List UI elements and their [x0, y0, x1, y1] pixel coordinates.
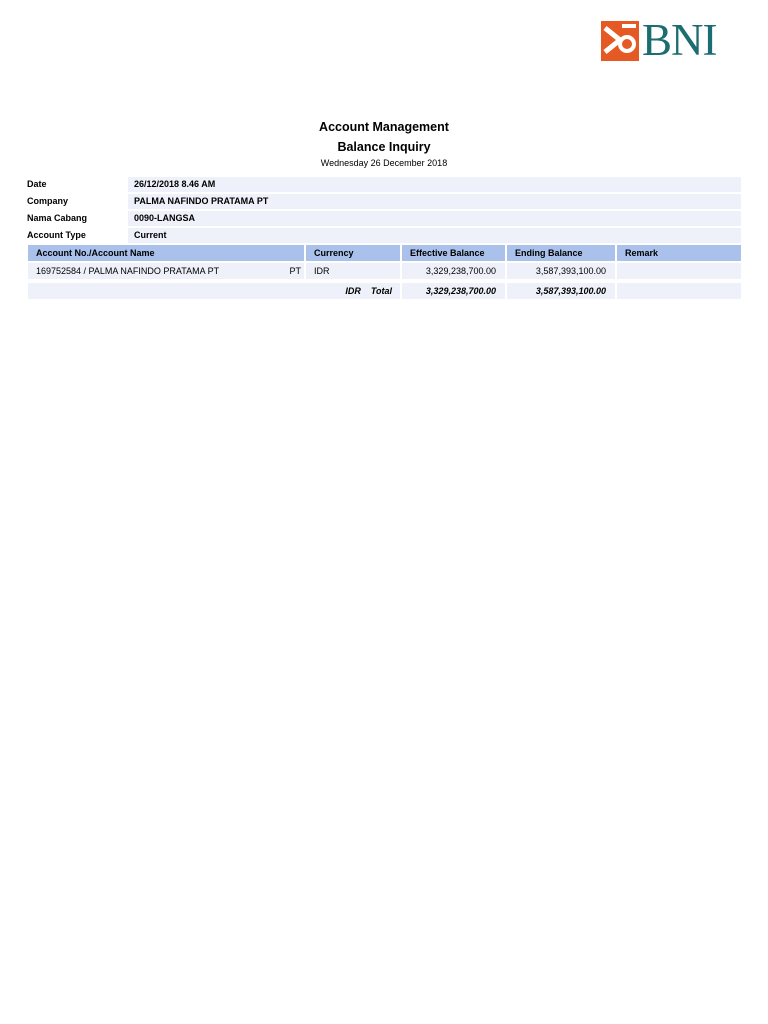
remark-cell: [617, 263, 741, 279]
total-row: [28, 283, 741, 299]
column-header-effective-balance: Effective Balance: [402, 245, 505, 261]
bni-logo-icon: [600, 20, 640, 62]
total-effective-balance: 3,329,238,700.00: [402, 283, 505, 299]
account-cell: [28, 263, 304, 279]
info-value: Current: [128, 228, 741, 243]
info-row-branch: [27, 210, 741, 227]
total-remark-cell: [617, 283, 741, 299]
total-label-cell: [28, 283, 400, 299]
info-label: Company: [27, 196, 69, 206]
page-subtitle: Balance Inquiry: [337, 140, 431, 154]
info-label: Nama Cabang: [27, 213, 88, 223]
page-title: Account Management: [319, 120, 449, 134]
info-label: Account Type: [27, 230, 86, 240]
effective-balance-cell: 3,329,238,700.00: [402, 263, 505, 279]
bni-logo-text: BNI: [642, 15, 717, 65]
ending-balance-cell: 3,587,393,100.00: [507, 263, 615, 279]
account-name: 169752584 / PALMA NAFINDO PRATAMA PT: [36, 266, 220, 276]
account-suffix: PT: [289, 266, 301, 276]
info-value: 0090-LANGSA: [128, 211, 741, 226]
bni-logo: [600, 15, 740, 65]
info-label: Date: [27, 179, 47, 189]
report-date: Wednesday 26 December 2018: [320, 158, 448, 168]
currency-cell: IDR: [306, 263, 400, 279]
table-header: [28, 245, 741, 261]
column-header-account: Account No./Account Name: [28, 245, 304, 261]
column-header-currency: Currency: [306, 245, 400, 261]
total-ending-balance: 3,587,393,100.00: [507, 283, 615, 299]
report-titles: [0, 119, 768, 169]
info-row-account-type: [27, 227, 741, 244]
balance-table: [28, 245, 741, 301]
info-value: 26/12/2018 8.46 AM: [128, 177, 741, 192]
account-info: [27, 176, 741, 244]
column-header-remark: Remark: [617, 245, 741, 261]
column-header-ending-balance: Ending Balance: [507, 245, 615, 261]
info-row-date: [27, 176, 741, 193]
info-row-company: [27, 193, 741, 210]
info-value: PALMA NAFINDO PRATAMA PT: [128, 194, 741, 209]
total-label: Total: [370, 286, 392, 296]
table-row: [28, 263, 741, 279]
total-currency: IDR: [345, 286, 361, 296]
